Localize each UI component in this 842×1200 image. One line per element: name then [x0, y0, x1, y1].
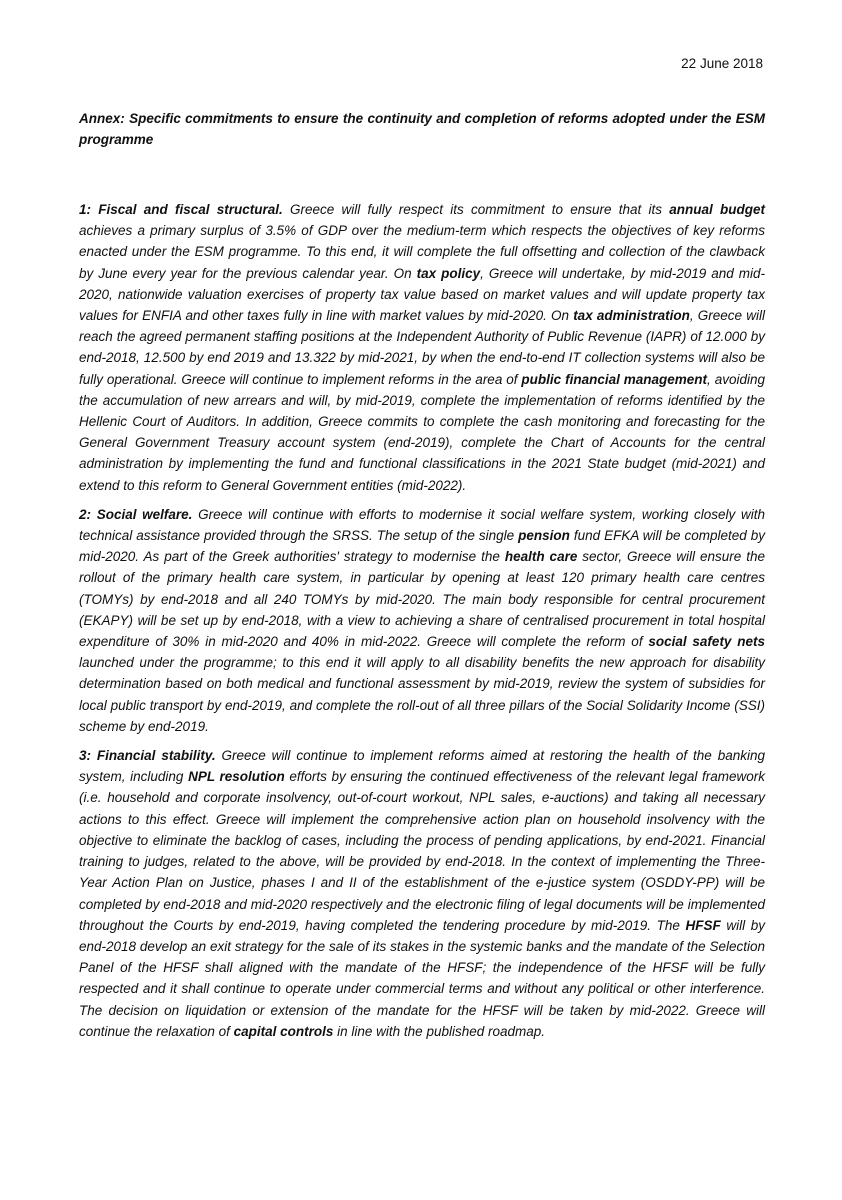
key-term: capital controls	[233, 1023, 334, 1039]
section-paragraph	[79, 504, 765, 737]
section-paragraph	[79, 199, 765, 496]
body-text: Greece will fully respect its commitment to ensure that its	[282, 202, 670, 217]
body-text: , avoiding the accumulation of new arrears and will, by mid-2019, complete the implementation of reforms identified by the Hellenic Court of Auditors. In addition, Greece commits to complete the cash monitoring and forecasting for the General Government Treasury account system (end-2019), complete the Chart of Accounts for the central administration by implementing the fund and functional classifications in the 2021 State budget (mid-2021) and extend to this reform to General Government entities (mid-2022).	[79, 371, 765, 493]
body-text: efforts by ensuring the continued effectiveness of the relevant legal framework (i.e. household and corporate insolvency, out-of-court workout, NPL sales, e-auctions) and taking all necessary actions to this effect. Greece will implement the comprehensive action plan on household insolvency with the objective to eliminate the backlog of cases, including the process of pending applications, by end-2021. Financial training to judges, related to the above, will be provided by end-2018. In the context of implementing the Three-Year Action Plan on Justice, phases I and II of the establishment of the e-justice system (OSDDY-PP) will be completed by end-2018 and mid-2020 respectively and the electronic filing of legal documents will be implemented throughout the Courts by end-2019, having completed the tendering procedure by mid-2019. The	[79, 769, 766, 933]
body-text: will by end-2018 develop an exit strategy for the sale of its stakes in the systemic banks and the mandate of the Selection Panel of the HFSF shall aligned with the mandate of the HFSF; the independence of the HFSF will be fully respected and it shall continue to operate under commercial terms and without any political or other interference. The decision on liquidation or extension of the mandate for the HFSF will be taken by mid-2022. Greece will continue the relaxation of	[79, 917, 766, 1039]
section-paragraph	[79, 745, 765, 1042]
body-text: launched under the programme; to this end it will apply to all disability benefits the new approach for disability determination based on both medical and functional assessment by mid-2019, review the system of subsidies for local public transport by end-2019, and complete the roll-out of all three pillars of the Social Solidarity Income (SSI) scheme by end-2019.	[79, 655, 765, 734]
sections-container	[79, 199, 765, 1050]
body-text: Greece will continue to implement reforms aimed at restoring the health of the banking system, including	[79, 748, 765, 785]
key-term: annual budget	[669, 202, 765, 217]
key-term: HFSF	[685, 917, 721, 933]
body-text: sector, Greece will ensure the rollout of the primary health care system, in particular by opening at least 120 primary health care centres (TOMYs) by end-2018 and all 240 TOMYs by mid-2020. The main body responsible for central procurement (EKAPY) will be set up by end-2018, with a view to achieving a share of centralised procurement in total hospital expenditure of 30% in mid-2020 and 40% in mid-2022. Greece will complete the reform of	[79, 549, 765, 650]
body-text: , Greece will undertake, by mid-2019 and mid-2020, nationwide valuation exercises of property tax value based on market values and will update property tax values for ENFIA and other taxes fully in line with market values by mid-2020. On	[79, 265, 766, 324]
key-term: social safety nets	[648, 634, 765, 650]
key-term: tax administration	[573, 308, 690, 324]
key-term: pension	[518, 528, 570, 544]
key-term: health care	[504, 549, 578, 565]
section-heading: 2: Social welfare.	[79, 506, 193, 522]
body-text: fund EFKA will be completed by mid-2020. As part of the Greek authorities' strategy to modernise the	[79, 528, 765, 565]
body-text: in line with the published roadmap.	[333, 1023, 546, 1039]
body-text: achieves a primary surplus of 3.5% of GDP over the medium-term which respects the objectives of key reforms enacted under the ESM programme. To this end, it will complete the full offsetting and collection of the clawback by June every year for the previous calendar year. On	[79, 223, 765, 281]
section-heading: 1: Fiscal and fiscal structural.	[79, 202, 283, 217]
body-text: , Greece will reach the agreed permanent staffing positions at the Independent Authority of Public Revenue (IAPR) of 12.000 by end-2018, 12.500 by end 2019 and 13.322 by mid-2021, by when the end-to-end IT collection systems will also be fully operational. Greece will continue to implement reforms in the area of	[79, 308, 765, 387]
key-term: NPL resolution	[188, 769, 285, 785]
key-term: public financial management	[521, 371, 708, 387]
annex-title: Annex: Specific commitments to ensure the continuity and completion of reforms adopted under the ESM programme	[79, 111, 765, 147]
document-date: 22 June 2018	[681, 56, 763, 71]
section-heading: 3: Financial stability.	[79, 748, 216, 764]
body-text: Greece will continue with efforts to modernise it social welfare system, working closely with technical assistance provided through the SRSS. The setup of the single	[79, 506, 765, 544]
key-term: tax policy	[416, 265, 481, 281]
